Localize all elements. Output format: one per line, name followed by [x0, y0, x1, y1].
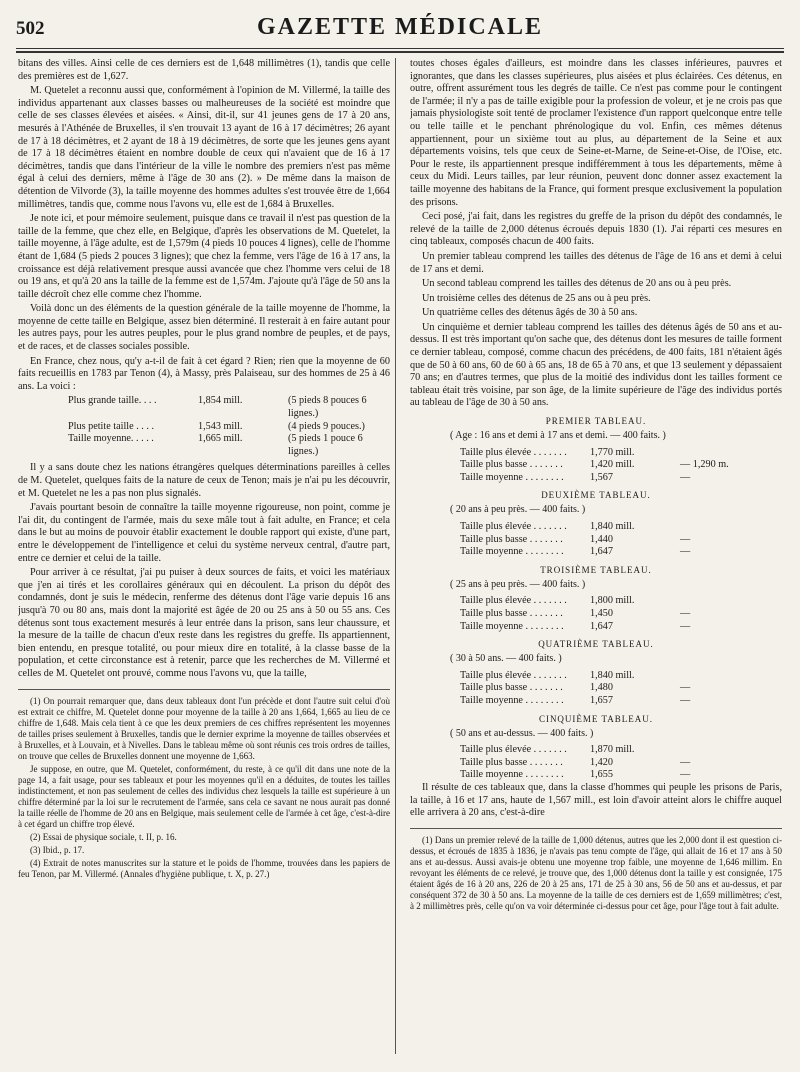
paragraph: bitans des villes. Ainsi celle de ces derniers est de 1,648 millimètres (1), tandis que celle des premières est de 1,627. — [18, 58, 390, 82]
row-alt: — — [680, 769, 691, 781]
table-title: TROISIÈME TABLEAU. — [540, 564, 652, 575]
row-value: 1,854 mill. — [198, 395, 243, 407]
row-alt: — — [680, 533, 691, 545]
page-number: 502 — [16, 18, 45, 39]
table-title: QUATRIÈME TABLEAU. — [538, 639, 654, 650]
row-label: Taille moyenne. . . . . — [68, 433, 154, 445]
row-label: Taille plus basse . . . . . . . — [460, 682, 563, 694]
row-value: 1,840 mill. — [590, 521, 635, 532]
footnote: (1) On pourrait remarquer que, dans deux tableaux dont l'un précède et dont l'autre suit celui d'où est extrait ce chiffre, M. Quetelet donne pour moyenne de la taille à 20 ans 1,664, 1,665 au lieu de ce chiffre de 1,648. Mais cela tient à ce que les deux premiers de ces chiffres représentent les moyennes de tailles prises seulement à Bruxelles, tandis que le dernier exprime la moyenne de tailles observées et à Bruxelles, et à Louvain, et à Nivelles. Dans le tableau même où sont réunis ces trois ordres de tailles, on trouve que celles de Bruxelles donnent une moyenne de 1,663. — [18, 695, 390, 761]
footnote: Je suppose, en outre, que M. Quetelet, conformément, du reste, à ce qu'il dit dans une note de la page 14, a fait usage, pour ses tableaux et pour les moyennes qu'il en a déduites, de toutes les tailles indistinctement, et non pas seulement de celles des individus chez lesquels la taille est supérieure à un chiffre déterminé par la loi sur le recrutement de l'armée, sans cela ce savant ne nous aurait pas donné la taille réelle de l'homme de 20 ans en Belgique, mais seulement celle de l'armée à cet âge, c'est-à-dire à cet égard un chiffre trop élevé. — [18, 763, 390, 829]
newspaper-page — [12, 12, 788, 1062]
tenon-table — [18, 395, 390, 458]
footnote-rule — [18, 689, 390, 690]
row-value: 1,647 — [590, 620, 613, 632]
table-row — [410, 546, 782, 559]
row-alt: — — [680, 694, 691, 706]
paragraph: toutes choses égales d'ailleurs, est moindre dans les classes inférieures, pauvres et ignorantes, que dans les classes supérieures, plus aisées et plus éclairées. Ces détenus, en outre, offrent assurément tous les degrés de taille. Ce n'est pas comme pour le contingent de l'armée; il n'y a pas de taille exigible pour la profession de voleur, et je ne crois pas que jamais physiologiste soit tenté de proclamer l'existence d'un rapport quelconque entre telle ou telle taille et le penchant phrénologique du vol. Enfin, ces mêmes détenus appartiennent, pour un sixième tout au plus, au département de la Seine et aux départements voisins, tels que ceux de Seine-et-Marne, de Seine-et-Oise, de l'Oise, etc. Pour le reste, ils appartiennent presque indifféremment à tous les départements, même à ceux du Midi. Leurs tailles, par leur réunion, peuvent donc donner assez exactement la taille moyenne des habitans de la France, qui forment presque exclusivement la population des prisons. — [410, 58, 782, 208]
row-alt — [680, 744, 782, 757]
table-row — [410, 621, 782, 634]
row-alt — [680, 447, 782, 460]
footnote: (3) Ibid., p. 17. — [30, 844, 85, 855]
row-label: Taille plus élevée . . . . . . . — [460, 744, 567, 756]
row-label: Taille plus basse . . . . . . . — [460, 756, 563, 768]
row-value: 1,840 mill. — [590, 669, 635, 681]
table-row — [410, 534, 782, 547]
row-alt: (5 pieds 1 pouce 6 lignes.) — [288, 433, 363, 457]
paragraph: J'avais pourtant besoin de connaître la taille moyenne rigoureuse, non point, comme je l'ai dit, du contingent de l'armée, mais du sexe mâle tout à fait adulte, en France; et cela dans le but au moins de pouvoir établir exactement le double rapport qui existe, d'une part, entre le développement de l'intelligence et celui du système nerveux central, d'autre part, entre ce dernier et celui de la taille. — [18, 502, 390, 564]
row-label: Taille plus élevée . . . . . . . — [460, 595, 567, 607]
paragraph: Voilà donc un des éléments de la question générale de la taille moyenne de l'homme, la moyenne de cette taille en Belgique, assez bien déterminé. Il resterait à en faire autant pour les autres pays, pour les autres peuples, pour le plus grand nombre de peuples, et de pays, et de races, et de classes sociales possible. — [18, 303, 390, 353]
paragraph: En France, chez nous, qu'y a-t-il de fait à cet égard ? Rien; rien que la moyenne de 60 faits recueillis en 1783 par Tenon (4), à Massy, près Palaiseau, sur des hommes de 25 à 46 ans. La voici : — [18, 355, 390, 392]
row-value: 1,543 mill. — [198, 420, 243, 432]
row-label: Taille plus basse . . . . . . . — [460, 607, 563, 619]
row-alt — [680, 595, 782, 608]
table-row — [410, 459, 782, 472]
conclusion-paragraph: Il résulte de ces tableaux que, dans la classe d'hommes qui peuple les prisons de Paris, la taille, à 16 et 17 ans, haute de 1,567 mill., est loin d'avoir atteint alors le chiffre auquel elle arrivera à 20 ans, c'est-à-dire — [410, 781, 782, 819]
table-row — [410, 521, 782, 534]
paragraph: Un second tableau comprend les tailles des détenus de 20 ans ou à peu près. — [422, 278, 732, 290]
table-row — [410, 670, 782, 683]
row-label: Plus grande taille. . . . — [68, 395, 157, 407]
row-label: Taille moyenne . . . . . . . . — [460, 546, 564, 558]
table-row — [410, 682, 782, 695]
paragraph: Un quatrième celles des détenus âgés de 30 à 50 ans. — [422, 307, 638, 319]
row-value: 1,647 — [590, 546, 613, 558]
table-row — [410, 695, 782, 708]
table-row — [18, 421, 390, 434]
row-value: 1,480 — [590, 682, 613, 694]
table-caption: ( Age : 16 ans et demi à 17 ans et demi. — 400 faits. ) — [450, 430, 666, 442]
row-alt: — — [680, 620, 691, 632]
row-alt: (5 pieds 8 pouces 6 lignes.) — [288, 395, 367, 420]
table-caption: ( 20 ans à peu près. — 400 faits. ) — [450, 504, 586, 516]
row-alt — [680, 521, 782, 534]
paragraph: M. Quetelet a reconnu aussi que, conformément à l'opinion de M. Villermé, la taille des individus appartenant aux classes basses ou malheureuses de la société est moindre que celle de ses classes élevées et aisées. « Ainsi, dit-il, sur 41 jeunes gens de 17 à 20 ans, mesurés à l'Athénée de Bruxelles, il s'en trouvait 13 ayant de 16 à 17 décimètres; 26 ayant de 17 à 18 décimètres, et 2 ayant de 18 à 19 décimètres, de sorte que les jeunes gens ayant de 17 à 18 décimètres étaient en nombre double de ceux qui n'avaient que de 16 à 17 décimètres, tandis que dans l'intérieur de la ville le nombre des premiers n'est pas même égal à celui des derniers, même à l'âge de 30 ans (2). » De même dans la maison de détention de Vilvorde (3), la taille moyenne des hommes adultes s'est trouvée être de 1,664 millimètres, tandis que, comme nous l'avons vu, elle est de 1,684 à Bruxelles. — [18, 85, 390, 210]
row-value: 1,655 — [590, 769, 613, 781]
row-value: 1,800 mill. — [590, 595, 635, 607]
row-alt: — — [680, 682, 691, 694]
table-title: PREMIER TABLEAU. — [545, 416, 647, 427]
header-rule — [16, 48, 784, 49]
table-row — [410, 447, 782, 460]
height-tables — [410, 416, 782, 782]
paragraph: Un cinquième et dernier tableau comprend les tailles des détenus âgés de 50 ans et au-dessus. Il est très important qu'on sache que, des détenus dont les mesures de taille forment ce dernier tableau, composé, comme chacun des précédens, de 400 faits, 181 n'étaient âgés que de 50 à 60 ans, 60 de 60 à 65 ans, 18 de 65 à 70 ans, et que 13 seulement y dépassaient 70 ans; en d'autres termes, que plus de la moitié des individus dont les tailles forment ce tableau était très voisine, par son âge, de la limite supérieure de l'âge des individus portés au tableau de l'âge de 30 à 50 ans. — [410, 321, 782, 409]
footnote-rule — [410, 828, 782, 829]
table-row — [410, 472, 782, 485]
table-title: DEUXIÈME TABLEAU. — [541, 490, 651, 501]
table-row — [410, 769, 782, 782]
row-label: Taille plus élevée . . . . . . . — [460, 446, 567, 458]
row-alt: — — [680, 607, 691, 619]
row-alt: — — [680, 756, 691, 768]
row-label: Taille plus élevée . . . . . . . — [460, 669, 567, 681]
footnotes — [410, 835, 782, 912]
paragraph: Il y a sans doute chez les nations étrangères quelques déterminations pareilles à celles de M. Quetelet, quelques faits de la nature de ceux de Tenon; mais je n'ai pu les découvrir, et M. Quetelet ne les a pas non plus signalés. — [18, 462, 390, 499]
paragraph: Un premier tableau comprend les tailles des détenus de l'âge de 16 ans et demi à celui de 17 ans et demi. — [410, 250, 782, 275]
left-column — [18, 58, 390, 1062]
table-title: CINQUIÈME TABLEAU. — [538, 713, 654, 724]
row-value: 1,440 — [590, 533, 613, 545]
row-label: Taille plus basse . . . . . . . — [460, 459, 563, 471]
table-caption: ( 25 ans à peu près. — 400 faits. ) — [450, 578, 586, 590]
table-row — [410, 595, 782, 608]
table-row — [410, 757, 782, 770]
journal-title: GAZETTE MÉDICALE — [256, 14, 544, 40]
row-label: Taille moyenne . . . . . . . . — [460, 694, 564, 706]
row-value: 1,657 — [590, 694, 613, 706]
row-label: Taille moyenne . . . . . . . . — [460, 620, 564, 632]
row-label: Taille moyenne . . . . . . . . — [460, 471, 564, 483]
row-value: 1,420 — [590, 756, 613, 768]
row-value: 1,450 — [590, 607, 613, 619]
table-row — [18, 395, 390, 420]
row-label: Taille moyenne . . . . . . . . — [460, 769, 564, 781]
paragraph: Ceci posé, j'ai fait, dans les registres du greffe de la prison du dépôt des condamnés, le relevé de la taille de 2,000 détenus écroués depuis 1830 (1). J'ai réparti ces mesures en cinq tableaux, composés chacun de 400 faits. — [410, 211, 782, 248]
table-row — [18, 433, 390, 458]
table-row — [410, 608, 782, 621]
row-alt: — — [680, 471, 691, 483]
footnote: (1) Dans un premier relevé de la taille de 1,000 détenus, autres que les 2,000 dont il est question ci-dessus, et écroués de 1835 à 1836, je n'avais pas tenu compte de l'âge, qui allait de 16 et 17 ans à 50 ans et au-dessus. Aussi avais-je obtenu une moyenne trop faible, une moyenne de 1,646 millim. En revoyant les éléments de ce relevé, je trouve que, des 1,000 détenus dont la taille y est consignée, 175 étaient âgés de 16 à 20 ans, 226 de 20 à 25 ans, 171 de 25 à 30 ans, 56 de 50 ans et au-dessus, et par conséquent 372 de 30 à 50 ans. La moyenne de la taille de ces derniers est de 1,659 millimètres; c'est, à 2 millimètres près, celle qu'on va voir déterminée ci-dessus pour cet âge, pour l'âge tout à fait adulte. — [410, 834, 782, 911]
footnotes — [18, 696, 390, 880]
row-value: 1,665 mill. — [198, 433, 243, 445]
row-alt: — — [680, 546, 691, 558]
right-column — [410, 58, 782, 1062]
header-rule-thick — [16, 51, 784, 53]
row-value: 1,420 mill. — [590, 459, 635, 471]
row-label: Plus petite taille . . . . — [68, 420, 155, 432]
paragraph: Un troisième celles des détenus de 25 ans ou à peu près. — [422, 292, 651, 304]
table-row — [410, 744, 782, 757]
table-caption: ( 30 à 50 ans. — 400 faits. ) — [450, 653, 562, 665]
row-alt: — 1,290 m. — [680, 459, 729, 471]
paragraph: Je note ici, et pour mémoire seulement, puisque dans ce travail il n'est pas question de la taille de la femme, que chez elle, en Belgique, d'après les observations de M. Quetelet, la taille moyenne, à l'âge adulte, est de 1,579m (4 pieds 10 pouces 4 lignes), celle de l'homme étant de 1,684 (5 pieds 2 pouces 3 lignes); que chez la femme, vers l'âge de 16 à 17 ans, la croissance est déjà relativement presque aussi avancée que chez l'homme vers celui de 18 ou 19 ans, et qu'à 20 ans la taille de la femme est de 1,574m. J'ajoute qu'à l'âge de 50 ans la taille décroît chez elle comme chez l'homme. — [18, 213, 390, 300]
table-caption: ( 50 ans et au-dessus. — 400 faits. ) — [450, 727, 594, 739]
row-label: Taille plus élevée . . . . . . . — [460, 521, 567, 532]
row-alt — [680, 670, 782, 683]
page-header — [12, 12, 788, 46]
columns — [18, 58, 782, 1062]
row-label: Taille plus basse . . . . . . . — [460, 533, 563, 545]
row-value: 1,567 — [590, 471, 613, 483]
row-value: 1,770 mill. — [590, 446, 635, 458]
footnote: (4) Extrait de notes manuscrites sur la stature et le poids de l'homme, trouvées dans les papiers de feu Tenon, par M. Villermé. (Annales d'hygiène publique, t. X, p. 27.) — [18, 857, 390, 879]
row-value: 1,870 mill. — [590, 744, 635, 756]
row-alt: (4 pieds 9 pouces.) — [288, 420, 365, 432]
paragraph: Pour arriver à ce résultat, j'ai pu puiser à deux sources de faits, et voici les matériaux que j'en ai tirés et les corollaires généraux qui en découlent. La prison du dépôt des condamnés, dont je suis le médecin, renferme des détenus dont l'âge varie depuis 16 ans jusqu'à 70 ou 80 ans, mais dont la majorité est âgée de 20 ou 25 ans à 50 ou 55 ans. Ces détenus sont tous exactement mesurés à leur entrée dans la prison, sans leur chaussure, et la mesure de la taille de chacun d'eux reste dans les registres du greffe. Ils appartiennent, bien entendu, en presque totalité, ou pour mieux dire en totalité, à la classe basse de la population, et cette circonstance est à retenir, parce que les recherches de M. Villermé et celles de M. Quetelet ont prouvé, comme nous l'avons vu, que la taille, — [18, 567, 390, 679]
footnote: (2) Essai de physique sociale, t. II, p. 16. — [30, 831, 177, 842]
